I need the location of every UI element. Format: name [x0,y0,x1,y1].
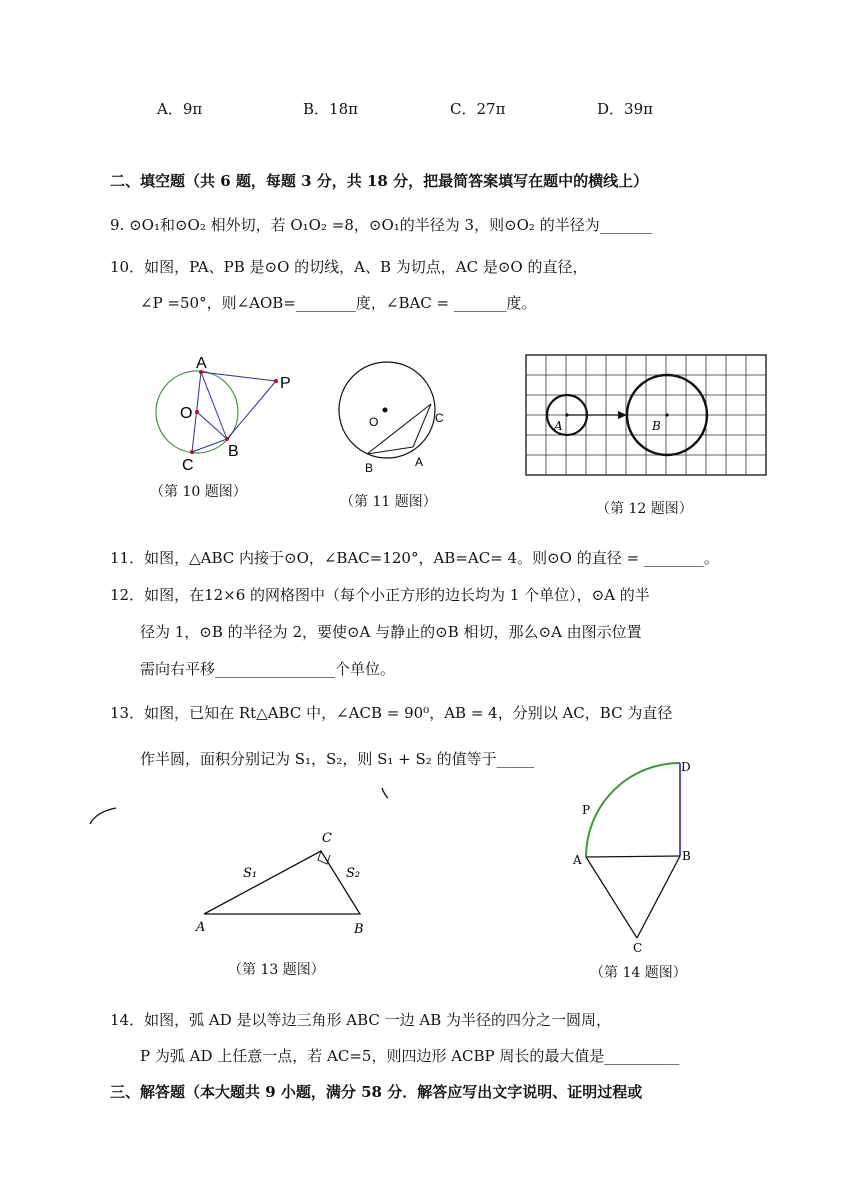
question-10-line1: 10．如图，PA、PB 是⊙O 的切线，A、B 为切点，AC 是⊙O 的直径， [110,258,588,276]
fig12-label-a: A [554,419,563,433]
question-12-line3: 需向右平移________________个单位。 [140,660,396,678]
fig13-label-s1: S₁ [243,866,258,881]
fig11-label-b: B [365,461,374,475]
choice-a [157,98,202,119]
fig14-label-a: A [573,853,582,867]
fig10-point-c [190,450,194,454]
fig14-line-bc [637,856,680,938]
fig13-label-b: B [354,922,364,937]
fig10-point-b [225,437,229,441]
fig11-label-o: O [369,415,379,429]
fig11-center [383,408,388,413]
choice-c [450,98,505,119]
choice-a-value: 9π [182,100,203,118]
fig14-line-ab [586,856,680,857]
choice-d-letter: D． [597,100,625,118]
fig14-label-c: C [633,941,643,955]
fig11-caption: （第 11 题图） [340,494,437,510]
fig14-line-ac [586,857,637,938]
figure-10 [140,350,310,500]
question-14-line2: P 为弧 AD 上任意一点，若 AC=5，则四边形 ACBP 周长的最大值是__________ [140,1047,680,1065]
fig12-center-b [665,413,668,416]
choice-d-value: 39π [624,100,653,118]
question-13-line2: 作半圆，面积分别记为 S₁，S₂，则 S₁ + S₂ 的值等于_____ [140,750,535,768]
fig14-label-p: P [582,803,591,817]
choice-b-letter: B． [303,100,330,118]
fig12-label-b: B [652,419,661,433]
section3-heading: 三、解答题（本大题共 9 小题，满分 58 分．解答应写出文字说明、证明过程或 [110,1083,643,1101]
fig10-point-o [195,410,199,414]
fig10-line-ap [201,372,276,381]
stray-arc-mark [88,802,128,832]
question-12-line1: 12．如图，在12×6 的网格图中（每个小正方形的边长均为 1 个单位），⊙A 的半 [110,586,650,604]
fig14-arc-ad [586,763,680,857]
figure-14 [570,756,710,956]
fig10-label-b: B [228,443,239,460]
fig11-label-c: C [435,411,444,425]
fig10-label-p: P [280,375,291,392]
fig14-label-b: B [682,849,691,863]
fig13-triangle [204,851,360,914]
section2-heading: 二、填空题（共 6 题，每题 3 分，共 18 分，把最简答案填写在题中的横线上） [110,172,649,190]
question-13-line1: 13．如图，已知在 Rt△ABC 中，∠ACB = 90⁰，AB = 4，分别以 AC，BC 为直径 [110,704,673,722]
fig10-line-ob [197,412,227,439]
choice-c-letter: C． [450,100,477,118]
figure-13 [190,825,390,945]
fig10-label-o: O [180,405,193,422]
choice-c-value: 27π [476,100,506,118]
question-14-line1: 14．如图，弧 AD 是以等边三角形 ABC 一边 AB 为半径的四分之一圆周， [110,1011,612,1029]
fig14-label-d: D [681,760,691,774]
fig10-line-cb [192,439,227,452]
fig12-grid [526,355,766,475]
figure-11 [335,358,455,483]
question-12-line2: 径为 1，⊙B 的半径为 2，要使⊙A 与静止的⊙B 相切，那么⊙A 由图示位置 [140,623,642,641]
fig13-label-a: A [196,920,206,935]
choice-b-value: 18π [329,100,358,118]
choice-b [303,98,358,119]
choice-a-letter: A． [157,100,183,118]
choice-d [597,98,653,119]
fig13-caption: （第 13 题图） [228,962,325,978]
fig14-caption: （第 14 题图） [590,965,687,981]
fig13-label-c: C [322,831,332,846]
fig10-label-a: A [196,355,207,372]
fig11-label-a: A [415,455,424,469]
fig13-label-s2: S₂ [346,866,361,881]
stray-tick-mark [380,786,392,802]
fig10-line-ab [201,372,227,439]
figure-12 [526,355,772,477]
question-9: 9. ⊙O₁和⊙O₂ 相外切，若 O₁O₂ =8，⊙O₁的半径为 3，则⊙O₂ 的半径为_______ [110,216,653,234]
question-10-line2: ∠P =50°，则∠AOB=________度，∠BAC = _______度。 [140,294,537,312]
fig10-line-pb [227,381,276,439]
fig10-caption: （第 10 题图） [150,484,247,500]
fig11-line-cb [367,404,431,454]
question-11: 11．如图，△ABC 内接于⊙O，∠BAC=120°，AB=AC= 4。则⊙O 的直径 = ________。 [110,549,719,567]
fig12-caption: （第 12 题图） [596,501,693,517]
fig10-point-p [274,379,278,383]
fig10-label-c: C [182,457,194,474]
